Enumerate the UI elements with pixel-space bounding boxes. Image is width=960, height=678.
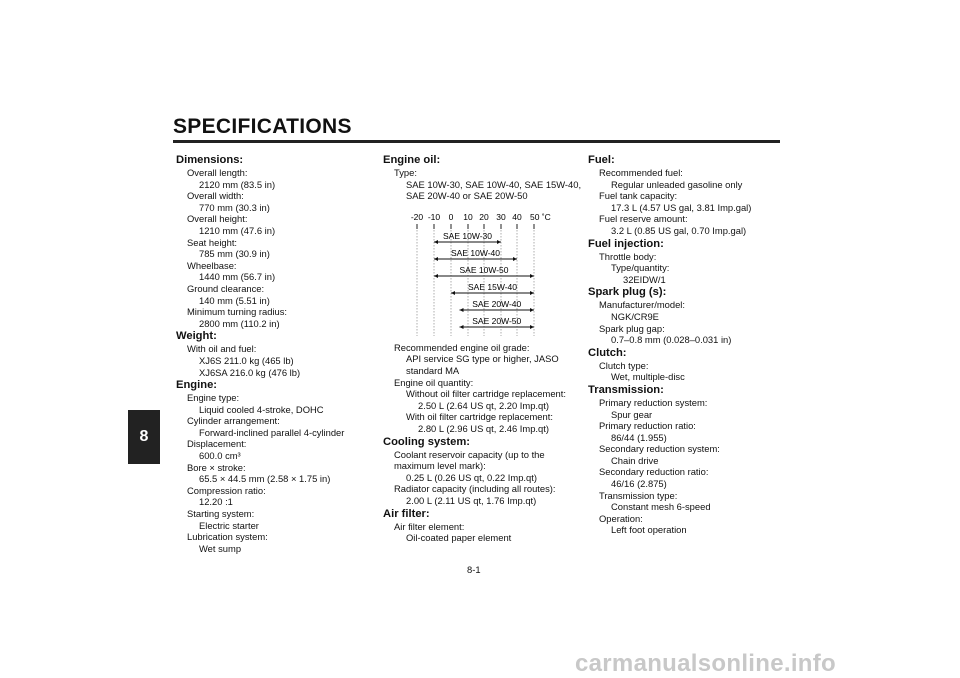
overall-height-label: Overall height: xyxy=(187,213,248,225)
cooling-heading: Cooling system: xyxy=(383,435,471,448)
cylinder-label: Cylinder arrangement: xyxy=(187,415,280,427)
clutch-heading: Clutch: xyxy=(588,346,627,359)
wheelbase-label: Wheelbase: xyxy=(187,259,237,271)
oil-with-filter-label: With oil filter cartridge replacement: xyxy=(406,411,553,423)
oil-with-filter-value: 2.80 L (2.96 US qt, 2.46 Imp.qt) xyxy=(418,422,549,434)
spark-maker-label: Manufacturer/model: xyxy=(599,299,685,311)
fuel-reserve-label: Fuel reserve amount: xyxy=(599,213,688,225)
weight-value-xj6sa: XJ6SA 216.0 kg (476 lb) xyxy=(199,366,301,378)
oil-tick-label: 10 xyxy=(463,211,473,222)
fuel-heading: Fuel: xyxy=(588,154,615,166)
oil-grade-value-2: standard MA xyxy=(406,364,460,376)
turning-radius-label: Minimum turning radius: xyxy=(187,306,288,318)
oil-tick-label: 40 xyxy=(512,211,522,222)
operation-label: Operation: xyxy=(599,512,643,524)
dimensions-heading: Dimensions: xyxy=(176,154,244,166)
fuel-reserve-value: 3.2 L (0.85 US gal, 0.70 Imp.gal) xyxy=(611,224,747,236)
oil-tick-label: -10 xyxy=(427,211,441,222)
oil-tick-label: -20 xyxy=(410,211,424,222)
fuel-injection-heading: Fuel injection: xyxy=(588,237,664,250)
oil-bar-label: SAE 20W-40 xyxy=(472,298,522,309)
oil-temperature-chart xyxy=(383,208,583,338)
overall-length-value: 2120 mm (83.5 in) xyxy=(199,178,276,190)
transmission-heading: Transmission: xyxy=(588,383,664,396)
recommended-fuel-value: Regular unleaded gasoline only xyxy=(611,178,743,190)
ground-clearance-value: 140 mm (5.51 in) xyxy=(199,294,270,306)
seat-height-value: 785 mm (30.9 in) xyxy=(199,248,270,260)
bore-stroke-label: Bore × stroke: xyxy=(187,461,246,473)
spark-maker-value: NGK/CR9E xyxy=(611,310,659,322)
radiator-label: Radiator capacity (including all routes): xyxy=(394,483,556,495)
page-title: SPECIFICATIONS xyxy=(173,115,352,138)
column-3 xyxy=(588,153,778,536)
primary-system-label: Primary reduction system: xyxy=(599,396,708,408)
oil-bar-label: SAE 10W-40 xyxy=(451,247,500,258)
oil-tick-label: 20 xyxy=(479,211,489,222)
throttle-body-label: Throttle body: xyxy=(599,250,657,262)
lubrication-label: Lubrication system: xyxy=(187,531,268,543)
oil-type-value-1: SAE 10W-30, SAE 10W-40, SAE 15W-40, xyxy=(406,178,582,190)
transmission-type-label: Transmission type: xyxy=(599,489,678,501)
displacement-value: 600.0 cm³ xyxy=(199,450,241,462)
oil-range-arrowhead xyxy=(460,325,464,329)
cylinder-value: Forward-inclined parallel 4-cylinder xyxy=(199,426,345,438)
oil-range-arrowhead xyxy=(530,291,534,295)
secondary-system-label: Secondary reduction system: xyxy=(599,443,720,455)
weight-label: With oil and fuel: xyxy=(187,343,257,355)
reservoir-value: 0.25 L (0.26 US qt, 0.22 Imp.qt) xyxy=(406,471,537,483)
spark-gap-label: Spark plug gap: xyxy=(599,322,665,334)
reservoir-label-1: Coolant reservoir capacity (up to the xyxy=(394,448,545,460)
oil-tick-label: 0 xyxy=(448,211,454,222)
lubrication-value: Wet sump xyxy=(199,542,242,554)
oil-range-arrowhead xyxy=(530,308,534,312)
operation-value: Left foot operation xyxy=(611,524,687,536)
oil-range-arrowhead xyxy=(434,274,438,278)
oil-grade-value-1: API service SG type or higher, JASO xyxy=(406,353,559,365)
primary-system-value: Spur gear xyxy=(611,408,653,420)
air-filter-label: Air filter element: xyxy=(394,520,465,532)
engine-oil-heading: Engine oil: xyxy=(383,154,441,166)
oil-range-arrowhead xyxy=(434,257,438,261)
oil-range-arrowhead xyxy=(497,240,501,244)
overall-width-value: 770 mm (30.3 in) xyxy=(199,201,270,213)
tank-capacity-value: 17.3 L (4.57 US gal, 3.81 Imp.gal) xyxy=(611,201,752,213)
radiator-value: 2.00 L (2.11 US qt, 1.76 Imp.qt) xyxy=(406,494,537,506)
weight-value-xj6s: XJ6S 211.0 kg (465 lb) xyxy=(199,354,294,366)
overall-length-label: Overall length: xyxy=(187,167,248,178)
oil-range-arrowhead xyxy=(451,291,455,295)
clutch-type-label: Clutch type: xyxy=(599,359,649,371)
starting-label: Starting system: xyxy=(187,508,255,520)
secondary-ratio-label: Secondary reduction ratio: xyxy=(599,466,709,478)
turning-radius-value: 2800 mm (110.2 in) xyxy=(199,317,280,329)
oil-without-filter-label: Without oil filter cartridge replacement: xyxy=(406,388,566,400)
oil-tick-label: 50 ˚C xyxy=(530,211,551,222)
oil-range-arrowhead xyxy=(513,257,517,261)
compression-label: Compression ratio: xyxy=(187,484,266,496)
oil-type-value-2: SAE 20W-40 or SAE 20W-50 xyxy=(406,190,528,202)
engine-type-value: Liquid cooled 4-stroke, DOHC xyxy=(199,403,324,415)
weight-heading: Weight: xyxy=(176,330,217,343)
engine-type-label: Engine type: xyxy=(187,392,240,404)
throttle-type-label: Type/quantity: xyxy=(611,262,670,274)
overall-width-label: Overall width: xyxy=(187,190,244,202)
throttle-type-value: 32EIDW/1 xyxy=(623,273,666,285)
oil-range-arrowhead xyxy=(460,308,464,312)
spark-plug-heading: Spark plug (s): xyxy=(588,286,667,299)
oil-type-label: Type: xyxy=(394,167,417,178)
overall-height-value: 1210 mm (47.6 in) xyxy=(199,224,276,236)
oil-range-arrowhead xyxy=(530,274,534,278)
oil-bar-label: SAE 10W-30 xyxy=(443,230,492,241)
compression-value: 12.20 :1 xyxy=(199,496,233,508)
oil-tick-label: 30 xyxy=(496,211,506,222)
wheelbase-value: 1440 mm (56.7 in) xyxy=(199,271,276,283)
oil-bar-label: SAE 20W-50 xyxy=(472,315,522,326)
chapter-tab: 8 xyxy=(128,410,160,464)
secondary-ratio-value: 46/16 (2.875) xyxy=(611,478,667,490)
clutch-type-value: Wet, multiple-disc xyxy=(611,371,685,383)
seat-height-label: Seat height: xyxy=(187,236,238,248)
secondary-system-value: Chain drive xyxy=(611,454,659,466)
oil-quantity-label: Engine oil quantity: xyxy=(394,376,474,388)
oil-bar-label: SAE 15W-40 xyxy=(468,281,517,292)
engine-heading: Engine: xyxy=(176,379,218,392)
oil-without-filter-value: 2.50 L (2.64 US qt, 2.20 Imp.qt) xyxy=(418,399,549,411)
reservoir-label-2: maximum level mark): xyxy=(394,460,486,472)
title-rule xyxy=(173,140,780,143)
bore-stroke-value: 65.5 × 44.5 mm (2.58 × 1.75 in) xyxy=(199,473,331,485)
transmission-type-value: Constant mesh 6-speed xyxy=(611,501,711,513)
primary-ratio-label: Primary reduction ratio: xyxy=(599,420,696,432)
air-filter-value: Oil-coated paper element xyxy=(406,532,512,544)
primary-ratio-value: 86/44 (1.955) xyxy=(611,431,667,443)
starting-value: Electric starter xyxy=(199,519,259,531)
oil-range-arrowhead xyxy=(434,240,438,244)
ground-clearance-label: Ground clearance: xyxy=(187,282,265,294)
column-1 xyxy=(176,153,356,554)
watermark: carmanualsonline.info xyxy=(575,650,837,677)
column-2 xyxy=(383,153,583,544)
recommended-fuel-label: Recommended fuel: xyxy=(599,167,683,178)
spark-gap-value: 0.7–0.8 mm (0.028–0.031 in) xyxy=(611,334,732,346)
oil-bar-label: SAE 10W-50 xyxy=(459,264,509,275)
tank-capacity-label: Fuel tank capacity: xyxy=(599,190,678,202)
displacement-label: Displacement: xyxy=(187,438,247,450)
oil-range-arrowhead xyxy=(530,325,534,329)
oil-grade-label: Recommended engine oil grade: xyxy=(394,341,530,353)
page-number: 8-1 xyxy=(467,564,481,575)
air-filter-heading: Air filter: xyxy=(383,507,430,520)
oil-chart-svg xyxy=(383,208,583,338)
